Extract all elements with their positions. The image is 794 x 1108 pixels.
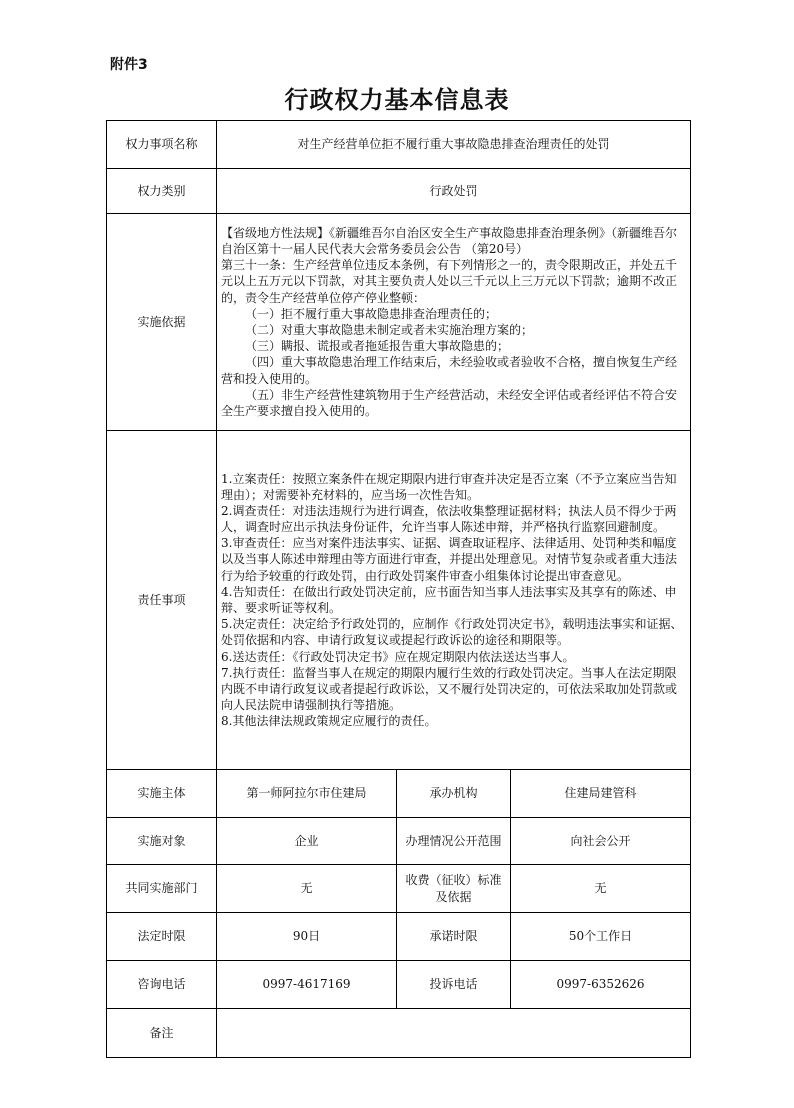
table-row [107, 214, 691, 431]
value-promised-limit: 50个工作日 [511, 913, 691, 961]
value-handling-org: 住建局建管科 [511, 770, 691, 818]
table-row [107, 121, 691, 169]
basis-line: （五）非生产经营性建筑物用于生产经营活动，未经安全评估或者经评估不符合安全生产要求擅自投入使用的。 [221, 387, 678, 418]
responsibility-line: 3.审查责任：应当对案件违法事实、证据、调查取证程序、法律适用、处罚种类和幅度以及当事人陈述申辩理由等方面进行审查，并提出处理意见。对情节复杂或者重大违法行为给予较重的行政处罚，由行政处罚案件审查小组集体讨论提出审查意见。 [221, 536, 678, 583]
label-disclosure-scope: 办理情况公开范围 [397, 818, 511, 865]
basis-line: 第三十一条：生产经营单位违反本条例，有下列情形之一的，责令限期改正，并处五千元以上五万元以下罚款，对其主要负责人处以三千元以上三万元以下罚款；逾期不改正的，责令生产经营单位停产停业整顿： [221, 258, 678, 305]
document-title: 行政权力基本信息表 [284, 85, 510, 114]
basis-line: （三）瞒报、谎报或者拖延报告重大事故隐患的； [245, 339, 510, 354]
responsibility-line: 6.送达责任：《行政处罚决定书》应在规定期限内依法送达当事人。 [221, 649, 575, 664]
table-row [107, 865, 691, 913]
table-row [107, 770, 691, 818]
attachment-label: 附件3 [110, 57, 148, 73]
label-basis: 实施依据 [107, 214, 217, 431]
basis-line: （四）重大事故隐患治理工作结束后，未经验收或者验收不合格，擅自恢复生产经营和投入使用的。 [221, 355, 678, 386]
label-subject: 实施主体 [107, 770, 217, 818]
responsibility-line: 2.调查责任：对违法违规行为进行调查，依法收集整理证据材料；执法人员不得少于两人，调查时应出示执法身份证件，允许当事人陈述申辩，并严格执行监察回避制度。 [221, 503, 677, 535]
value-power-name: 对生产经营单位拒不履行重大事故隐患排查治理责任的处罚 [217, 121, 691, 169]
table-row [107, 961, 691, 1009]
value-responsibility [217, 431, 691, 770]
label-power-name: 权力事项名称 [107, 121, 217, 169]
value-power-type: 行政处罚 [217, 169, 691, 214]
table-row [107, 169, 691, 214]
label-responsibility: 责任事项 [107, 431, 217, 770]
responsibility-line: 7.执行责任：监督当事人在规定的期限内履行生效的行政处罚决定。当事人在法定期限内既不申请行政复议或者提起行政诉讼，又不履行处罚决定的，可依法采取加处罚款或向人民法院申请强制执行等措施。 [221, 665, 678, 713]
responsibility-line: 4.告知责任：在做出行政处罚决定前，应书面告知当事人违法事实及其享有的陈述、申辩、要求听证等权利。 [221, 584, 677, 615]
value-target: 企业 [217, 818, 397, 865]
basis-line: （一）拒不履行重大事故隐患排查治理责任的； [245, 306, 498, 321]
responsibility-line: 5.决定责任：决定给予行政处罚的，应制作《行政处罚决定书》，载明违法事实和证据、处罚依据和内容、申请行政复议或提起行政诉讼的途径和期限等。 [221, 617, 683, 648]
table-row [107, 1009, 691, 1058]
table-row [107, 818, 691, 865]
value-disclosure-scope: 向社会公开 [511, 818, 691, 865]
responsibility-line: 1.立案责任：按照立案条件在规定期限内进行审查并决定是否立案（不予立案应当告知理由）；对需要补充材料的，应当场一次性告知。 [221, 471, 677, 502]
label-power-type: 权力类别 [107, 169, 217, 214]
value-joint-dept: 无 [217, 865, 397, 913]
value-remarks [217, 1009, 691, 1058]
table-row [107, 431, 691, 770]
value-consult-phone: 0997-4617169 [217, 961, 397, 1009]
label-handling-org: 承办机构 [397, 770, 511, 818]
value-fee-basis: 无 [511, 865, 691, 913]
value-subject: 第一师阿拉尔市住建局 [217, 770, 397, 818]
responsibility-line: 8.其他法律法规政策规定应履行的责任。 [221, 714, 437, 729]
basis-line: （二）对重大事故隐患未制定或者未实施治理方案的； [245, 323, 534, 337]
value-basis [217, 214, 691, 431]
label-joint-dept: 共同实施部门 [107, 865, 217, 913]
value-complaint-phone: 0997-6352626 [511, 961, 691, 1009]
label-fee-basis: 收费（征收）标准及依据 [397, 865, 511, 913]
label-consult-phone: 咨询电话 [107, 961, 217, 1009]
label-remarks: 备注 [107, 1009, 217, 1058]
table-row [107, 913, 691, 961]
value-legal-limit: 90日 [217, 913, 397, 961]
label-legal-limit: 法定时限 [107, 913, 217, 961]
label-complaint-phone: 投诉电话 [397, 961, 511, 1009]
info-table [106, 120, 691, 1058]
label-promised-limit: 承诺时限 [397, 913, 511, 961]
label-target: 实施对象 [107, 818, 217, 865]
basis-line: 【省级地方性法规】《新疆维吾尔自治区安全生产事故隐患排查治理条例》（新疆维吾尔自治区第十一届人民代表大会常务委员会公告 （第20号） [221, 225, 678, 257]
